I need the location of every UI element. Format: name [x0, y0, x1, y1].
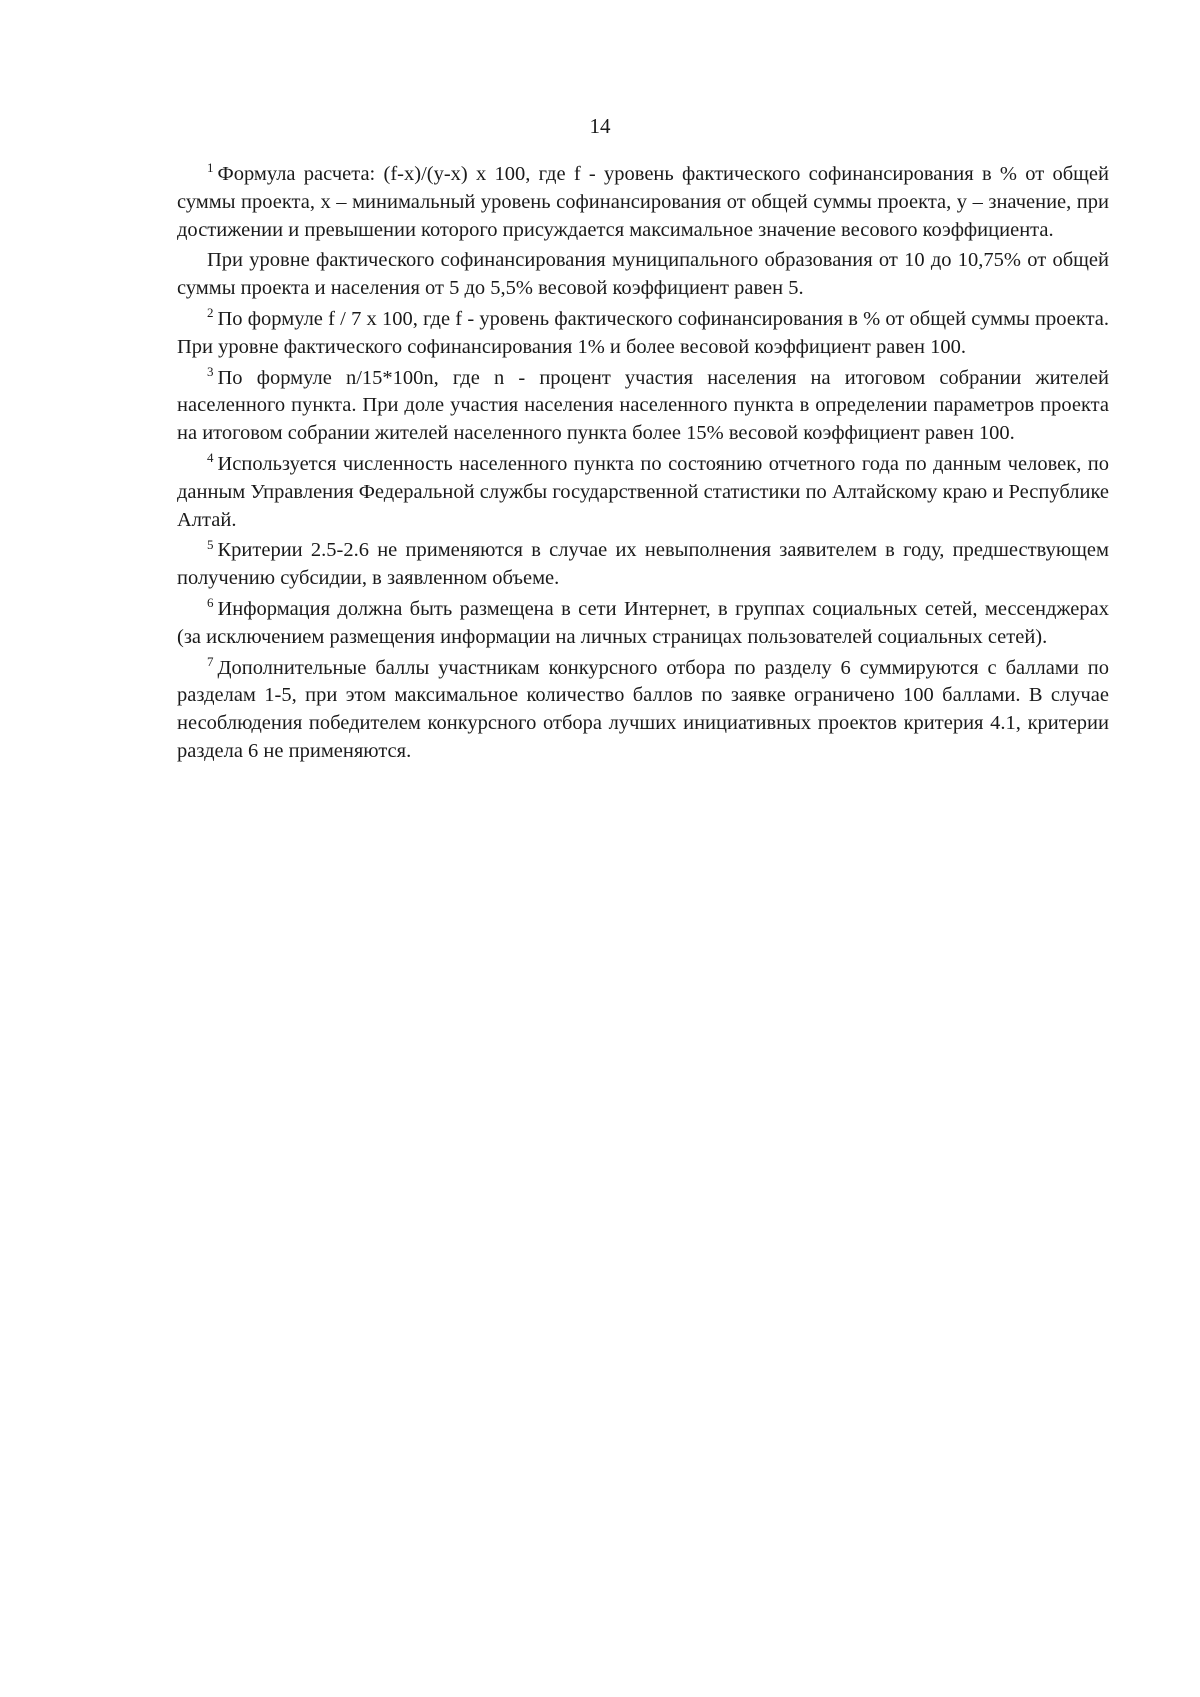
footnote-text: При уровне фактического софинансирования муниципального образования от 10 до 10,75% от общей суммы проекта и населения от 5 до 5,5% весовой коэффициент равен 5. — [177, 249, 1109, 300]
footnote-text: Дополнительные баллы участникам конкурсного отбора по разделу 6 суммируются с баллами по разделам 1-5, при этом максимальное количество баллов по заявке ограничено 100 баллами. В случае несоблюдения победителем конкурсного отбора лучших инициативных проектов критерия 4.1, критерии раздела 6 не применяются. — [177, 656, 1109, 762]
footnote-2 — [177, 306, 1109, 362]
page-number: 14 — [589, 114, 611, 138]
footnote-text: По формуле f / 7 x 100, где f - уровень фактического софинансирования в % от общей суммы проекта. При уровне фактического софинансирования 1% и более весовой коэффициент равен 100. — [177, 307, 1109, 358]
footnote-text: Формула расчета: (f-x)/(y-x) x 100, где f - уровень фактического софинансирования в % от общей суммы проекта, x – минимальный уровень софинансирования от общей суммы проекта, y – значение, при достижении и превышении которого присуждается максимальное значение весового коэффициента. — [177, 163, 1109, 241]
footnote-text: Используется численность населенного пункта по состоянию отчетного года по данным человек, по данным Управления Федеральной службы государственной статистики по Алтайскому краю и Республике Алтай. — [177, 452, 1109, 531]
footnote-marker: 2 — [207, 305, 214, 321]
footnote-6 — [177, 596, 1109, 652]
footnote-marker: 7 — [207, 653, 214, 669]
footnote-text: По формуле n/15*100n, где n - процент участия населения на итоговом собрании жителей населенного пункта. При доле участия населения населенного пункта в определении параметров проекта на итоговом собрании жителей населенного пункта более 15% весовой коэффициент равен 100. — [177, 366, 1109, 445]
footnote-marker: 4 — [207, 450, 214, 466]
footnote-marker: 5 — [207, 536, 214, 552]
footnote-5 — [177, 537, 1109, 593]
footnote-marker: 3 — [207, 363, 214, 379]
footnotes-block — [177, 161, 1109, 769]
footnote-marker: 6 — [207, 595, 214, 611]
footnote-1 — [177, 161, 1109, 244]
footnote-3 — [177, 365, 1109, 448]
footnote-4 — [177, 451, 1109, 534]
footnote-marker: 1 — [207, 160, 214, 176]
footnote-1-continuation — [177, 247, 1109, 303]
footnote-text: Критерии 2.5-2.6 не применяются в случае их невыполнения заявителем в году, предшествующем получению субсидии, в заявленном объеме. — [177, 539, 1109, 590]
footnote-text: Информация должна быть размещена в сети Интернет, в группах социальных сетей, мессенджерах (за исключением размещения информации на личных страницах пользователей социальных сетей). — [177, 597, 1109, 648]
footnote-7 — [177, 655, 1109, 766]
